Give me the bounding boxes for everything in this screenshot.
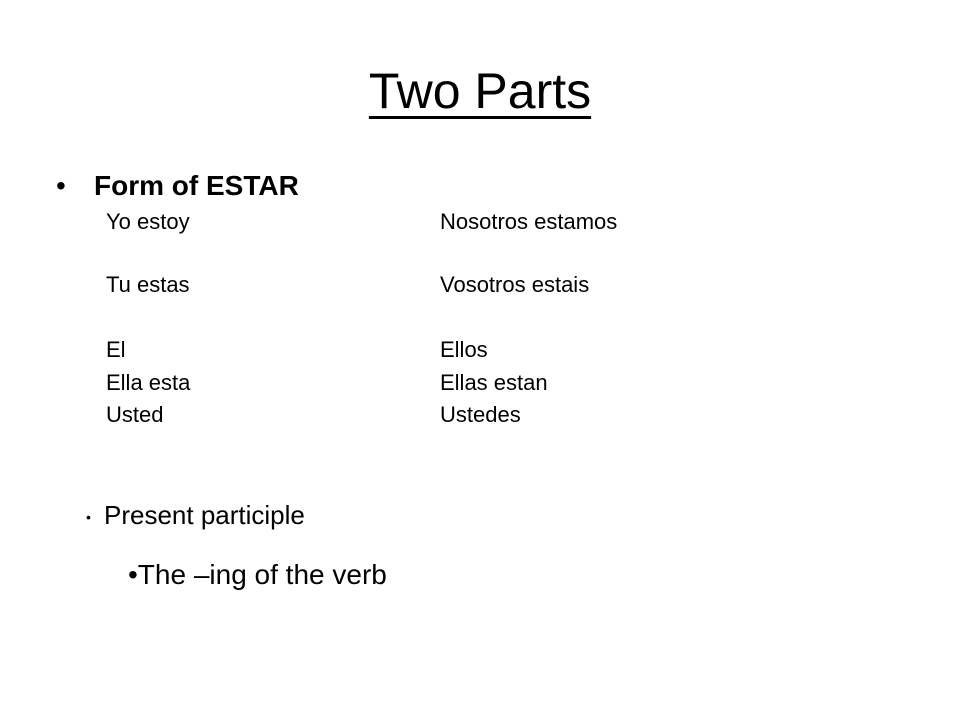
- singular-form: Usted: [106, 402, 164, 427]
- singular-form: Ella esta: [106, 370, 191, 395]
- bullet-ing-of-verb: •The –ing of the verb: [128, 559, 387, 590]
- conjugation-row: [106, 270, 806, 300]
- plural-form: Ellos: [440, 337, 488, 362]
- plural-form: Nosotros estamos: [440, 209, 618, 234]
- slide-title: Two Parts: [368, 63, 592, 119]
- singular-form: El: [106, 337, 126, 362]
- conjugation-row: [106, 207, 806, 237]
- singular-form: Tu estas: [106, 272, 190, 297]
- singular-form: Yo estoy: [106, 209, 190, 234]
- plural-form: Ustedes: [440, 402, 521, 427]
- bullet-marker: •: [56, 170, 66, 201]
- bullet-label: Form of ESTAR: [94, 170, 299, 201]
- bullet-marker: •: [86, 508, 91, 525]
- plural-form: Ellas estan: [440, 370, 548, 395]
- bullet-present-participle: [86, 497, 305, 538]
- conjugation-row: [106, 400, 806, 430]
- bullet-label: Present participle: [104, 500, 305, 530]
- conjugation-row: [106, 368, 806, 398]
- plural-form: Vosotros estais: [440, 272, 590, 297]
- bullet-form-of-estar: [56, 166, 299, 206]
- conjugation-row: [106, 335, 806, 365]
